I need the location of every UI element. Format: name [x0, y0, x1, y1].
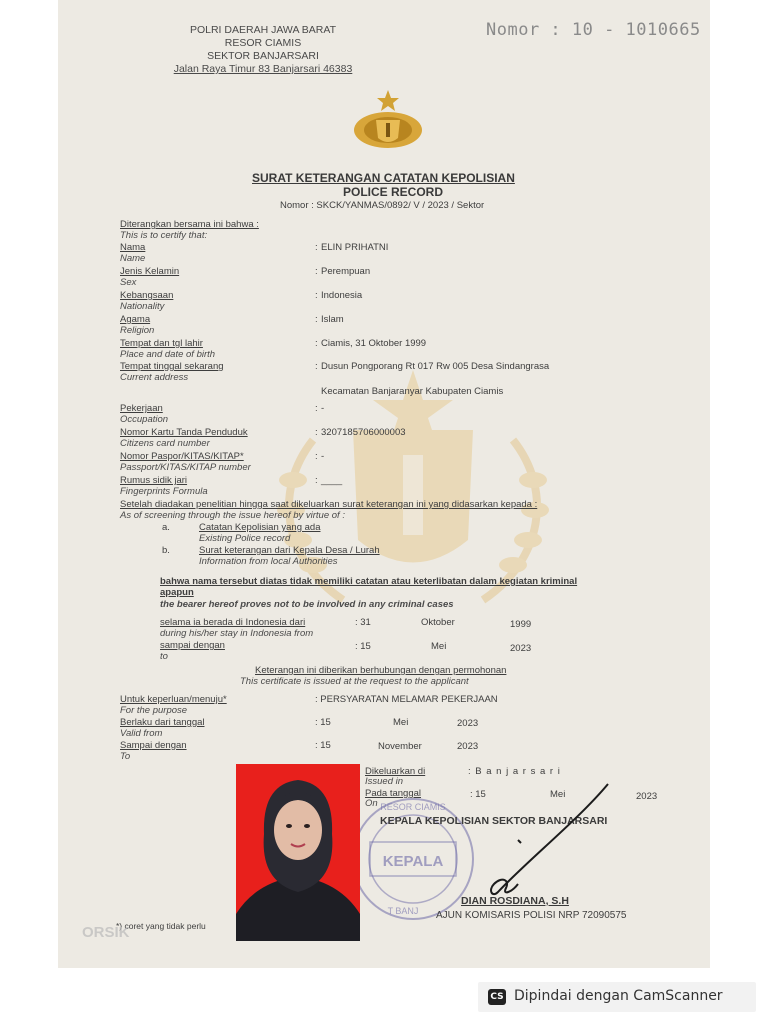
screening-item-en: Information from local Authorities — [199, 556, 338, 567]
field-label: Tempat dan tgl lahir — [120, 338, 203, 349]
stay-from-day: : 31 — [355, 617, 371, 628]
valid-from-month: Mei — [393, 717, 409, 728]
valid-from-id: Berlaku dari tanggal — [120, 717, 205, 728]
stay-to-year: 2023 — [510, 643, 532, 654]
document-subtitle: POLICE RECORD — [343, 185, 444, 199]
stay-from-year: 1999 — [510, 619, 532, 630]
footnote: *) coret yang tidak perlu — [116, 921, 206, 931]
field-value-sex: Perempuan — [321, 266, 371, 277]
watermark-text: ORSIK — [82, 924, 130, 941]
field-value-address-2: Kecamatan Banjaranyar Kabupaten Ciamis — [321, 386, 504, 397]
issued-on-month: Mei — [550, 789, 566, 800]
field-value-address: Dusun Pongporang Rt 017 Rw 005 Desa Sindangrasa — [321, 361, 550, 372]
valid-to-en: To — [120, 751, 131, 762]
document-serial-number: Nomor : 10 - 1010665 — [486, 20, 701, 40]
stay-to-id: sampai dengan — [160, 640, 225, 651]
field-value-id-number: 3207185706000003 — [321, 427, 406, 438]
field-colon: : — [315, 266, 318, 277]
signatory-name: DIAN ROSDIANA, S.H — [461, 895, 569, 907]
issued-on-en: On — [365, 798, 378, 809]
screening-item-mark: b. — [162, 545, 170, 556]
field-value-nationality: Indonesia — [321, 290, 363, 301]
header-address: Jalan Raya Timur 83 Banjarsari 46383 — [173, 63, 353, 75]
field-colon: : — [315, 427, 318, 438]
stay-from-en: during his/her stay in Indonesia from — [160, 628, 314, 639]
field-label-en: Sex — [120, 277, 137, 288]
valid-from-day: : 15 — [315, 717, 331, 728]
stay-to-en: to — [160, 651, 168, 662]
header-line-1: POLRI DAERAH JAWA BARAT — [189, 24, 337, 36]
field-label-en: Fingerprints Formula — [120, 486, 208, 497]
field-label-en: Citizens card number — [120, 438, 210, 449]
intro-en: This is to certify that: — [120, 230, 208, 241]
applicant-photo — [236, 764, 360, 941]
field-label-en: Nationality — [120, 301, 165, 312]
field-value-name: ELIN PRIHATNI — [321, 242, 389, 253]
field-value-passport: - — [321, 451, 325, 462]
valid-to-day: : 15 — [315, 740, 331, 751]
camscanner-badge — [478, 982, 756, 1012]
certificate-en: This certificate is issued at the request to the applicant — [240, 676, 469, 687]
field-colon: : — [315, 314, 318, 325]
stamp-word: KEPALA — [382, 853, 444, 870]
field-value-religion: Islam — [321, 314, 344, 325]
screening-item-id: Catatan Kepolisian yang ada — [199, 522, 321, 533]
stamp-bottom-text: T BANJ — [387, 906, 419, 916]
camscanner-text: Dipindai dengan CamScanner — [514, 988, 723, 1004]
field-label-en: Religion — [120, 325, 155, 336]
field-label-en: Place and date of birth — [120, 349, 216, 360]
header-line-2: RESOR CIAMIS — [224, 37, 302, 49]
field-label: Jenis Kelamin — [120, 266, 180, 277]
field-value-birth: Ciamis, 31 Oktober 1999 — [321, 338, 427, 349]
document-title: SURAT KETERANGAN CATATAN KEPOLISIAN — [252, 171, 515, 185]
field-label: Nomor Kartu Tanda Penduduk — [120, 427, 248, 438]
signatory-rank: AJUN KOMISARIS POLISI NRP 72090575 — [436, 910, 627, 921]
field-label-en: Occupation — [120, 414, 169, 425]
issued-at-id: Dikeluarkan di — [365, 766, 426, 777]
purpose-value: : PERSYARATAN MELAMAR PEKERJAAN — [315, 694, 498, 705]
field-label-en: Passport/KITAS/KITAP number — [120, 462, 251, 473]
stay-to-month: Mei — [431, 641, 447, 652]
statement-line-2: apapun — [160, 587, 194, 598]
field-label-en: Current address — [120, 372, 189, 383]
stay-from-id: selama ia berada di Indonesia dari — [160, 617, 306, 628]
field-label: Tempat tinggal sekarang — [120, 361, 224, 372]
valid-to-year: 2023 — [457, 741, 479, 752]
valid-to-id: Sampai dengan — [120, 740, 187, 751]
camscanner-logo-icon: CS — [488, 989, 506, 1005]
field-colon: : — [315, 290, 318, 301]
valid-to-month: November — [378, 741, 422, 752]
valid-from-en: Valid from — [120, 728, 163, 739]
stamp-ring-text: RESOR CIAMIS — [380, 802, 446, 812]
field-colon: : — [315, 361, 318, 372]
screening-id: Setelah diadakan penelitian hingga saat dikeluarkan surat keterangan ini yang didasarkan kepada : — [120, 499, 538, 510]
field-value-fingerprint: ____ — [321, 475, 343, 486]
field-label-en: Name — [120, 253, 146, 264]
intro-id: Diterangkan bersama ini bahwa : — [120, 219, 259, 230]
field-colon: : — [315, 475, 318, 486]
field-label: Nama — [120, 242, 146, 253]
field-colon: : — [315, 338, 318, 349]
issued-on-id: Pada tanggal — [365, 788, 421, 799]
statement-line-1: bahwa nama tersebut diatas tidak memiliki catatan atau keterlibatan dalam kegiatan kriminal — [160, 576, 578, 587]
certificate-id: Keterangan ini diberikan berhubungan dengan permohonan — [255, 665, 507, 676]
field-value-occupation: - — [321, 403, 325, 414]
issued-at-en: Issued in — [365, 776, 404, 787]
field-label: Nomor Paspor/KITAS/KITAP* — [120, 451, 244, 462]
screening-item-id: Surat keterangan dari Kepala Desa / Lurah — [199, 545, 380, 556]
stay-to-day: : 15 — [355, 641, 371, 652]
issued-at-value: : B a n j a r s a r i — [468, 766, 561, 777]
purpose-en: For the purpose — [120, 705, 188, 716]
field-label: Pekerjaan — [120, 403, 163, 414]
screening-en: As of screening through the issue hereof by virtue of : — [120, 510, 345, 521]
statement-en: the bearer hereof proves not to be involved in any criminal cases — [160, 599, 454, 610]
field-label: Rumus sidik jari — [120, 475, 188, 486]
field-colon: : — [315, 403, 318, 414]
field-colon: : — [315, 242, 318, 253]
document-page — [58, 0, 710, 968]
valid-from-year: 2023 — [457, 718, 479, 729]
signatory-office: KEPALA KEPOLISIAN SEKTOR BANJARSARI — [380, 815, 608, 827]
record-number: Nomor : SKCK/YANMAS/0892/ V / 2023 / Sektor — [280, 200, 485, 211]
screening-item-mark: a. — [162, 522, 170, 533]
field-label: Agama — [120, 314, 151, 325]
screening-item-en: Existing Police record — [199, 533, 291, 544]
institution-header — [153, 24, 373, 76]
issued-on-year: 2023 — [636, 791, 658, 802]
header-line-3: SEKTOR BANJARSARI — [207, 50, 319, 62]
handwritten-signature — [418, 780, 618, 910]
field-colon: : — [315, 451, 318, 462]
person-photo-illustration — [236, 764, 360, 941]
field-label: Kebangsaan — [120, 290, 174, 301]
police-emblem-logo — [348, 88, 428, 150]
issued-on-day: : 15 — [470, 789, 486, 800]
purpose-id: Untuk keperluan/menuju* — [120, 694, 227, 705]
stay-from-month: Oktober — [421, 617, 455, 628]
